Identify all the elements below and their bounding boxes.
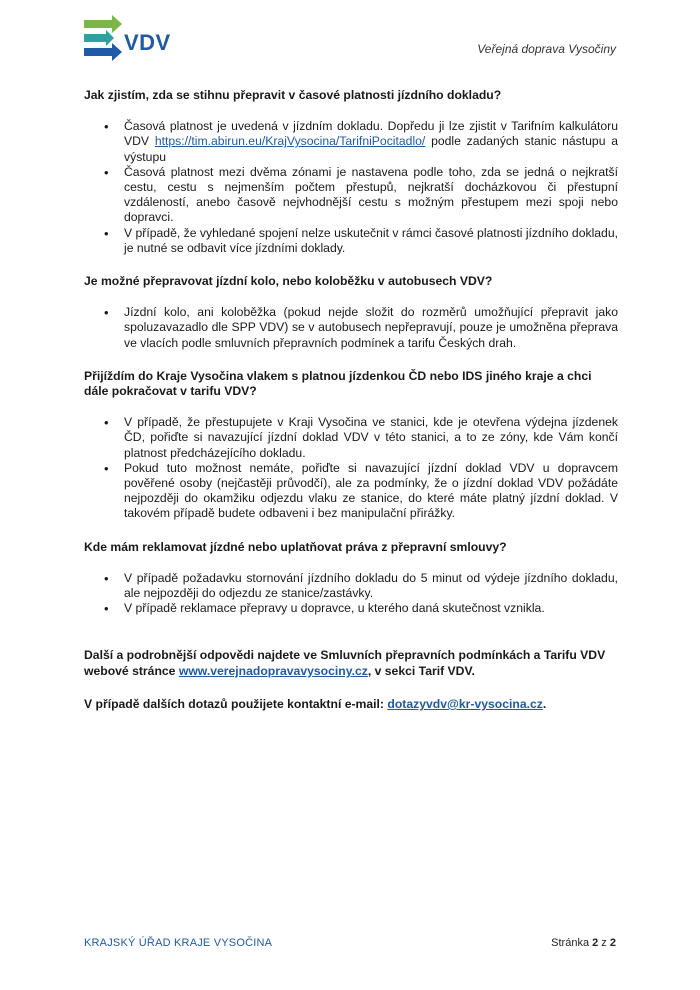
answer-list [84, 119, 618, 256]
header-subtitle: Veřejná doprava Vysočiny [477, 42, 616, 56]
contact-email-link[interactable]: dotazyvdv@kr-vysocina.cz [387, 696, 543, 711]
answer-list [84, 571, 618, 617]
answer-list [84, 305, 618, 351]
list-item: • V případě, že vyhledané spojení nelze uskutečnit v rámci časové platnosti jízdního dokladu, je nutné se odbavit více jízdními doklady. [84, 226, 618, 256]
question-heading: Přijíždím do Kraje Vysočina vlakem s platnou jízdenkou ČD nebo IDS jiného kraje a chci dále pokračovat v tarifu VDV? [84, 368, 592, 399]
list-item: • V případě, že přestupujete v Kraji Vysočina ve stanici, kde je otevřena výdejna jízdenek ČD, pořiďte si navazující jízdní doklad VDV v této stanici, a to ze zóny, kde Vám končí platnost předcházejícího dokladu. [84, 415, 618, 461]
list-item: • Časová platnost je uvedená v jízdním dokladu. Dopředu ji lze zjistit v Tarifním kalkulátoru VDV https://tim.abirun.eu/KrajVysocina/TarifniPocitadlo/ podle zadaných stanic nástupu a výstupu [84, 119, 618, 165]
list-item: • V případě reklamace přepravy u dopravce, u kterého daná skutečnost vznikla. [84, 601, 618, 616]
logo-text: VDV [124, 30, 171, 55]
document-body [84, 80, 618, 712]
list-item: • Časová platnost mezi dvěma zónami je nastavena podle toho, zda se jedná o nejkratší cestu, cestu s nejmenším počtem přestupů, nejkratší docházkovou či přestupní vzdáleností, anebo časově nejvhodnější cestu s možným přestupem mezi spoji nebo dopravci. [84, 165, 618, 226]
list-item: • Jízdní kolo, ani koloběžka (pokud nejde složit do rozměrů umožňující přepravit jako spoluzavazadlo dle SPP VDV) se v autobusech nepřepravují, pouze je umožněna přeprava ve vlacích podle smluvních přepravních podmínek a tarifu Českých drah. [84, 305, 618, 351]
answer-list [84, 415, 618, 521]
question-heading: Je možné přepravovat jízdní kolo, nebo koloběžku v autobusech VDV? [84, 274, 493, 289]
footer-organization: KRAJSKÝ ÚŘAD KRAJE VYSOČINA [84, 937, 273, 949]
tariff-calculator-link[interactable]: https://tim.abirun.eu/KrajVysocina/TarifniPocitadlo/ [154, 134, 426, 149]
page-number: Stránka 2 z 2 [551, 937, 616, 949]
closing-paragraph: Další a podrobnější odpovědi najdete ve Smluvních přepravních podmínkách a Tarifu VDV webové stránce www.verejnadopravavysociny.cz, v sekci Tarif VDV. [84, 648, 606, 678]
page-header [0, 0, 700, 75]
list-item: • Pokud tuto možnost nemáte, pořiďte si navazující jízdní doklad VDV u dopravcem pověřené osoby (nejčastěji průvodčí), ale za podmínky, že o jízdní doklad VDV požádáte nejpozději do okamžiku odjezdu vlaku ze stanice, do které máte platný jízdní doklad. V takovém případě budete odbaveni i bez manipulační přirážky. [84, 461, 618, 522]
list-item: • V případě požadavku stornování jízdního dokladu do 5 minut od výdeje jízdního dokladu, ale nejpozději do odjezdu ze stanice/zastávky. [84, 571, 618, 601]
contact-paragraph: V případě dalších dotazů použijete kontaktní e-mail: dotazyvdv@kr-vysocina.cz. [84, 696, 547, 711]
question-heading: Kde mám reklamovat jízdné nebo uplatňovat práva z přepravní smlouvy? [84, 539, 507, 554]
question-heading: Jak zjistím, zda se stihnu přepravit v časové platnosti jízdního dokladu? [84, 88, 502, 102]
website-link[interactable]: www.verejnadopravavysociny.cz [178, 663, 368, 678]
